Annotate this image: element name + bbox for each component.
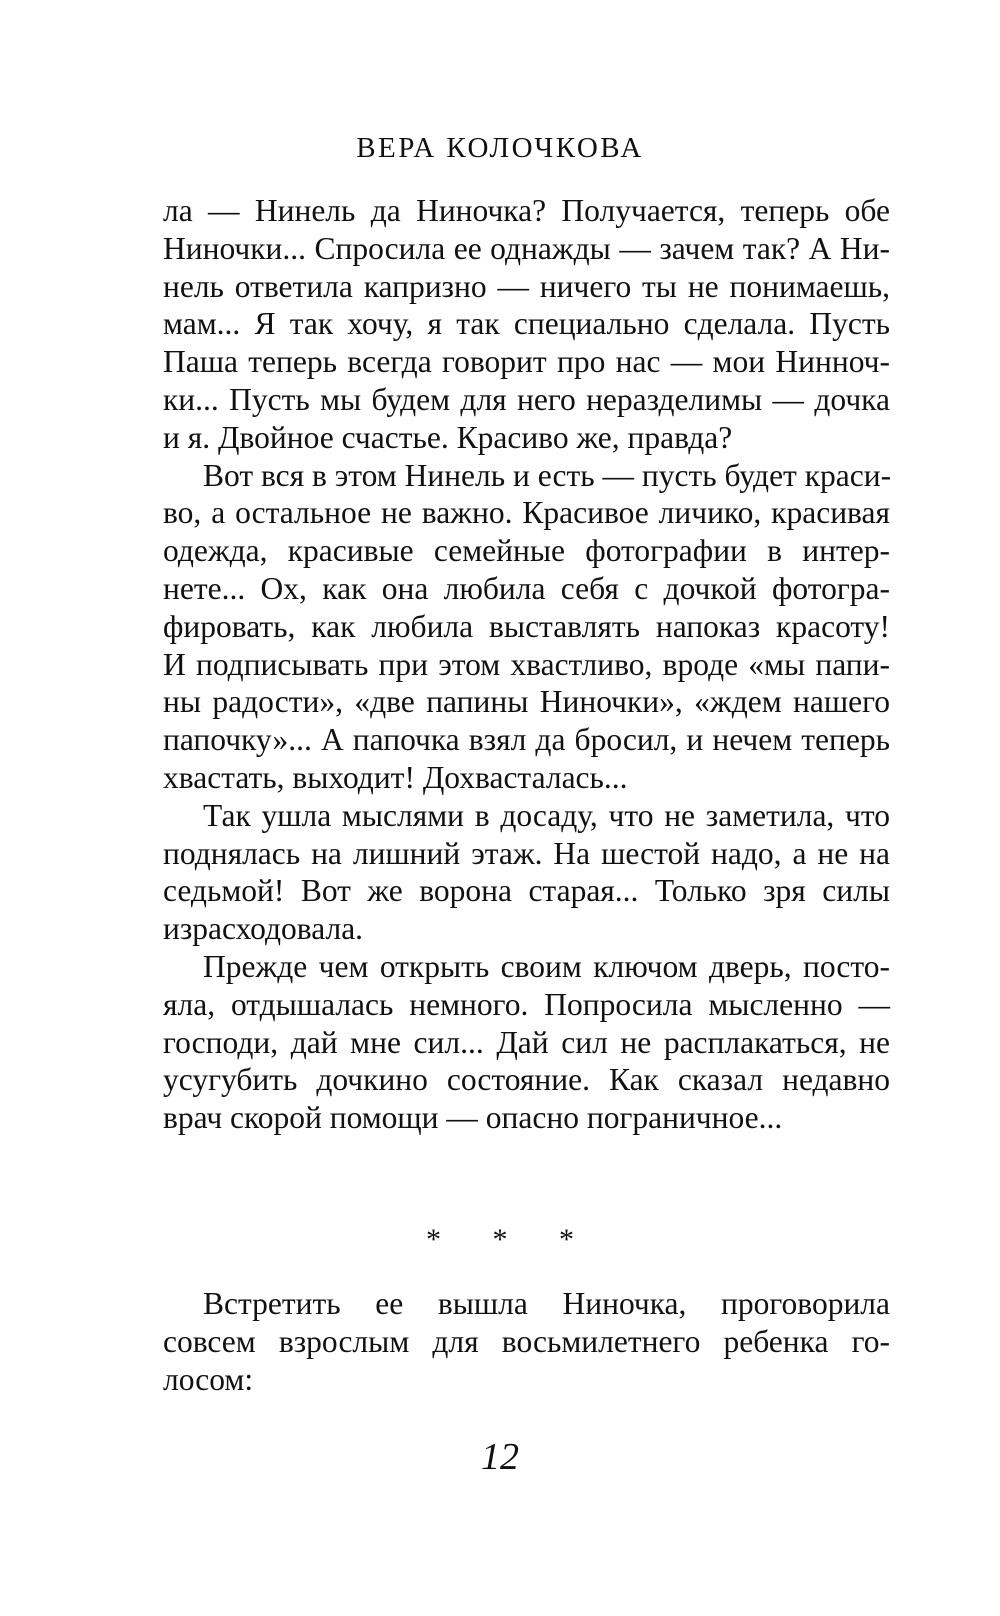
text-line: И подписывать при этом хвастливо, вроде «мы папи- [163,646,890,682]
text-line: во, а остальное не важно. Красивое личико, красивая [163,495,890,531]
text-line: папочку»... А папочка взял да бросил, и нечем теперь [163,722,890,758]
text-line: израсходовала. [163,911,364,947]
text-line: мам... Я так хочу, я так специально сделала. Пусть [163,306,890,342]
text-line: Прежде чем открыть своим ключом дверь, посто- [203,948,890,984]
body-text [163,192,890,1137]
text-line: Ниночки... Спросила ее однажды — зачем так? А Ни- [163,230,890,266]
text-line: нете... Ох, как она любила себя с дочкой фотогра- [163,570,890,606]
text-line: ны радости», «две папины Ниночки», «ждем нашего [163,684,890,720]
page-number: 12 [481,1436,519,1478]
text-line: Паша теперь всегда говорит про нас — мои Нинноч- [163,344,890,380]
section-separator: * * * [426,1223,596,1256]
text-line: Встретить ее вышла Ниночка, проговорила [203,1286,890,1321]
text-line: врач скорой помощи — опасно пограничное... [163,1100,783,1136]
text-line: Так ушла мыслями в досаду, что не заметила, что [203,797,890,833]
text-line: лосом: [163,1361,254,1397]
text-line: яла, отдышалась немного. Попросила мысленно — [163,986,890,1022]
text-line: господи, дай мне сил... Дай сил не расплакаться, не [163,1024,890,1060]
text-line: ки... Пусть мы будем для него неразделимы — дочка [163,381,890,417]
running-head: ВЕРА КОЛОЧКОВА [356,132,644,164]
text-line: Вот вся в этом Нинель и есть — пусть будет краси- [203,457,892,493]
text-line: хвастать, выходит! Дохвасталась... [163,759,628,795]
text-line: одежда, красивые семейные фотографии в интер- [163,533,890,569]
text-line: ла — Нинель да Ниночка? Получается, теперь обе [163,193,890,228]
text-line: поднялась на лишний этаж. На шестой надо, а не на [163,835,890,871]
text-line: усугубить дочкино состояние. Как сказал недавно [163,1062,890,1098]
text-line: совсем взрослым для восьмилетнего ребенка го- [163,1323,890,1359]
text-line: седьмой! Вот же ворона старая... Только зря силы [163,873,890,909]
text-line: фировать, как любила выставлять напоказ красоту! [163,608,890,644]
text-line: нель ответила капризно — ничего ты не понимаешь, [163,268,890,304]
text-line: и я. Двойное счастье. Красиво же, правда? [163,419,733,455]
body-text-after-separator [163,1285,890,1398]
